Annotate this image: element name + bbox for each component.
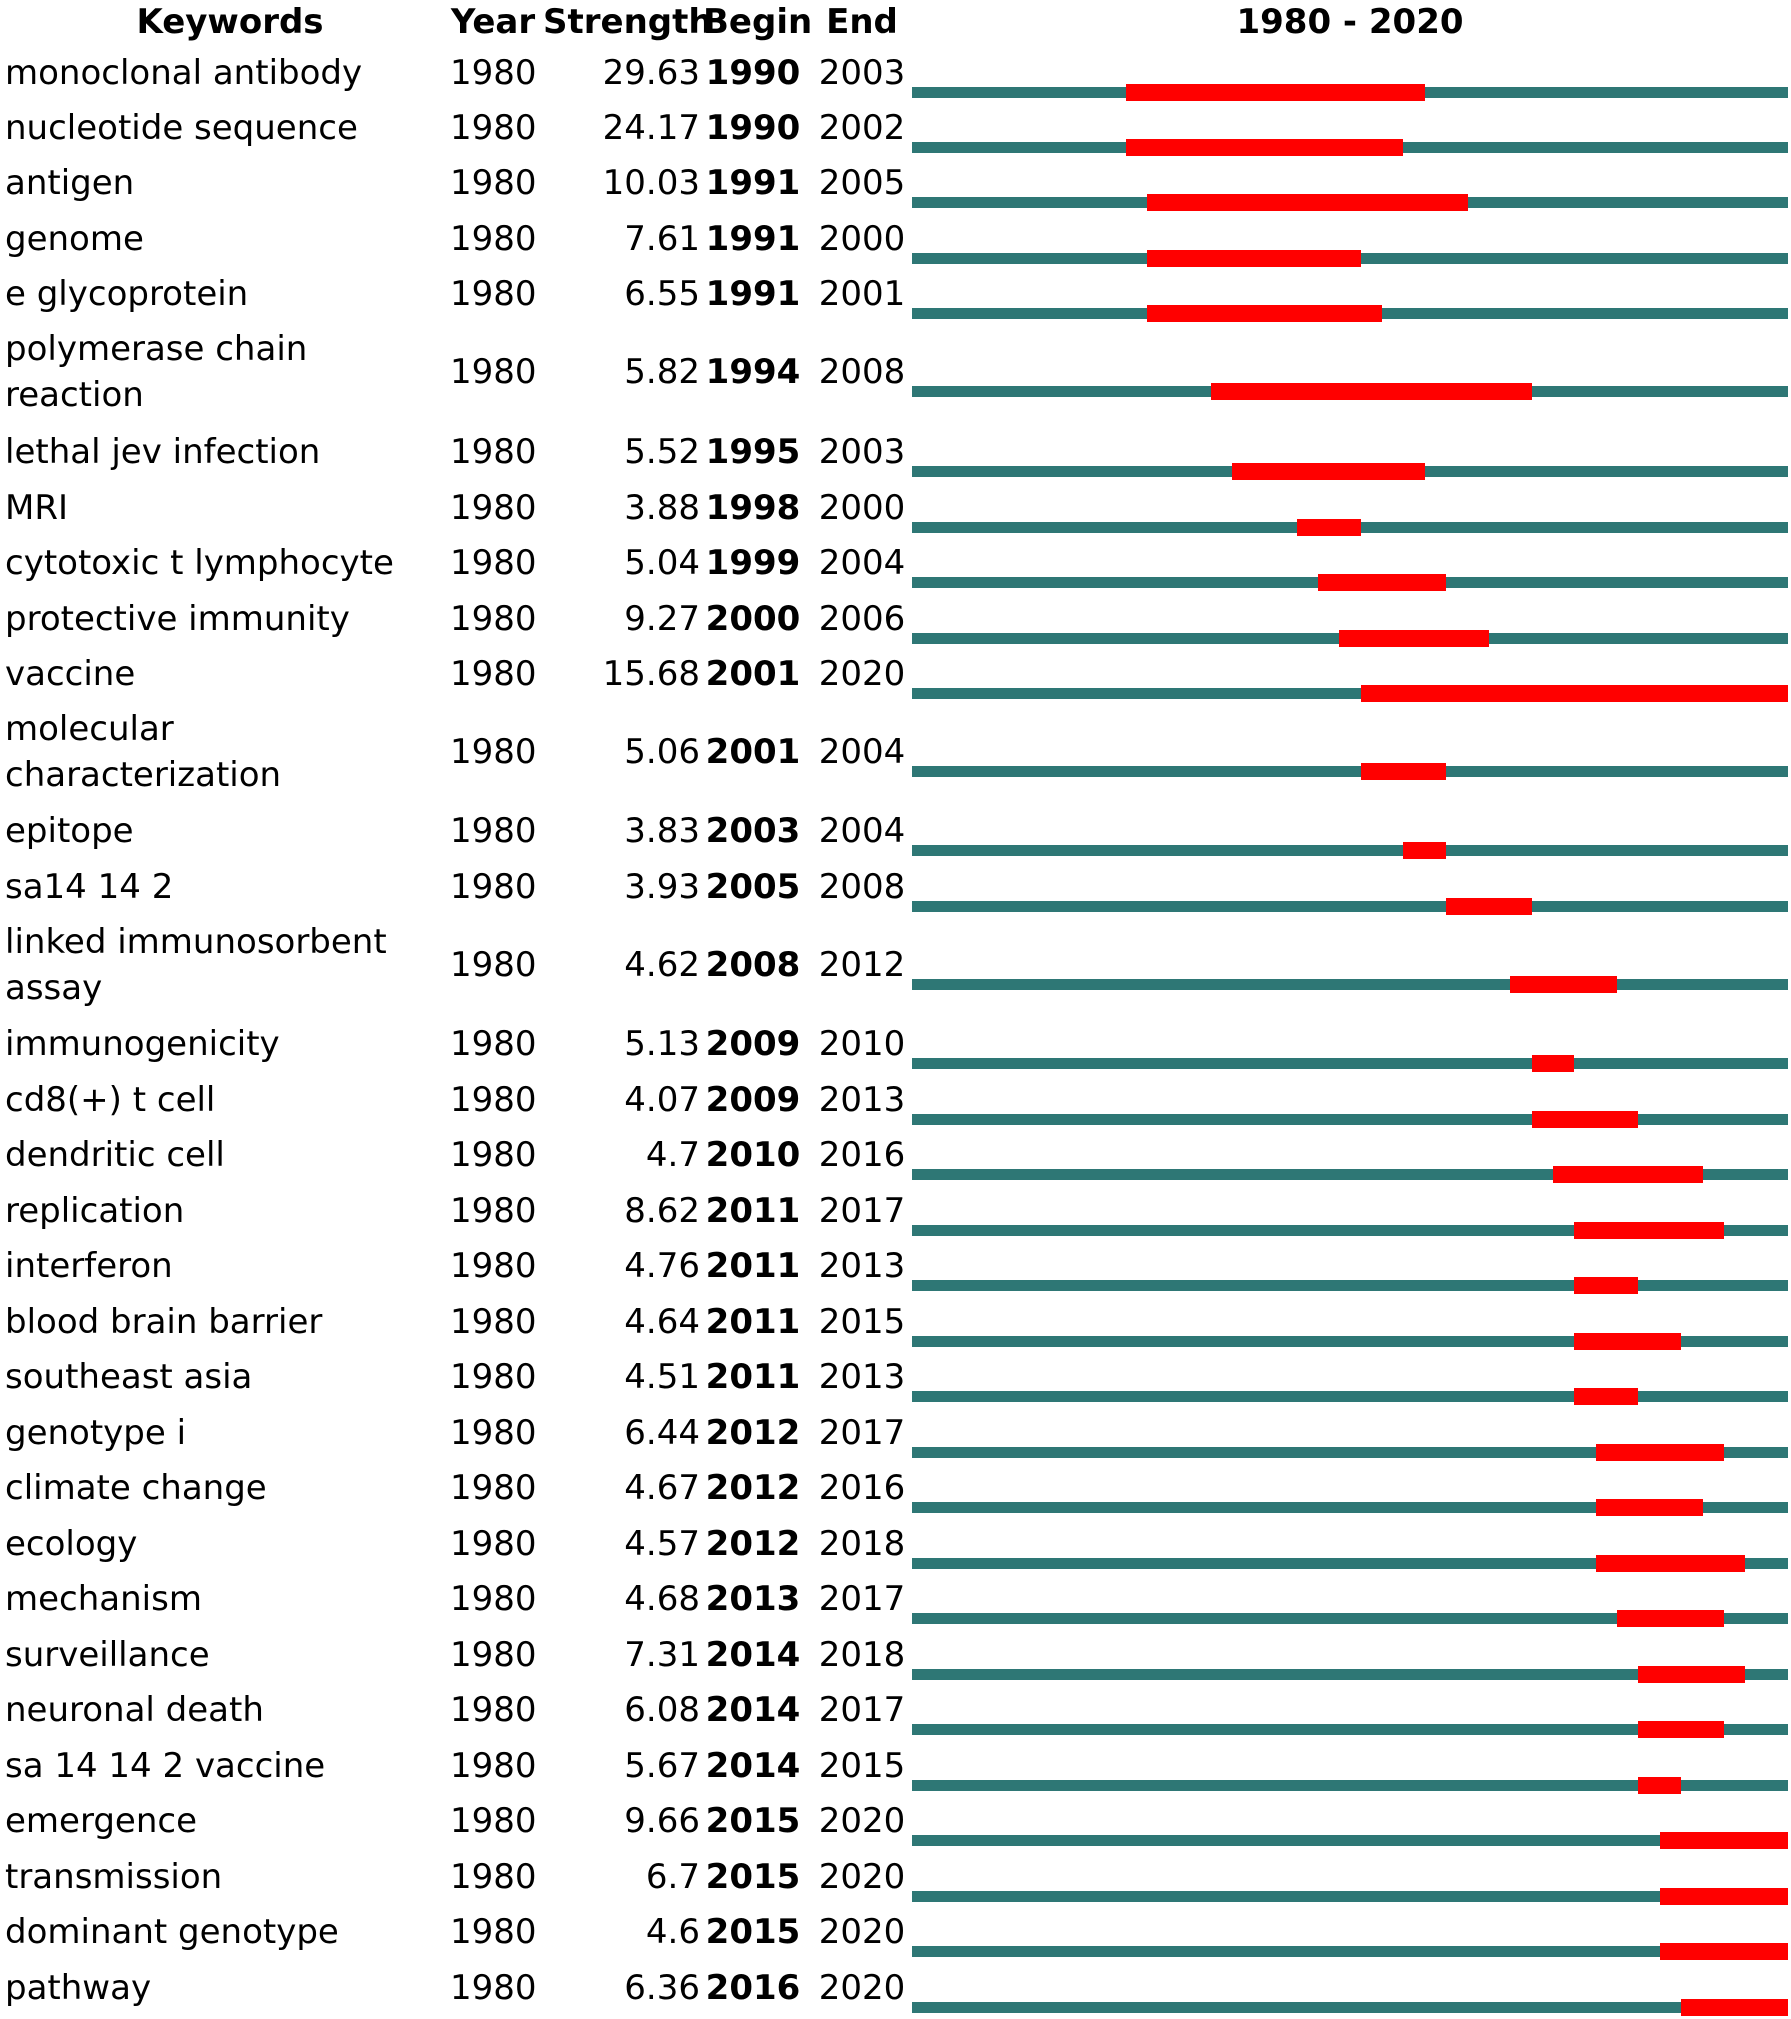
end-cell: 2004 [818, 543, 906, 583]
keyword-cell: sa14 14 2 [5, 867, 174, 907]
burst-bar [1361, 685, 1788, 702]
keyword-cell: polymerase chain reaction [5, 329, 308, 415]
year-cell: 1980 [450, 1801, 537, 1841]
keyword-cell: MRI [5, 488, 68, 528]
keyword-cell: pathway [5, 1968, 152, 2008]
keyword-cell: mechanism [5, 1579, 202, 1619]
begin-cell: 2015 [705, 1801, 801, 1841]
begin-cell: 2005 [705, 867, 801, 907]
end-cell: 2020 [818, 1801, 906, 1841]
keyword-cell: immunogenicity [5, 1024, 280, 1064]
keyword-cell: e glycoprotein [5, 274, 249, 314]
year-cell: 1980 [450, 1080, 537, 1120]
timeline-bar [912, 1835, 1788, 1846]
end-cell: 2020 [818, 654, 906, 694]
end-cell: 2018 [818, 1635, 906, 1675]
year-cell: 1980 [450, 53, 537, 93]
begin-cell: 1990 [705, 108, 801, 148]
begin-cell: 2001 [705, 654, 801, 694]
begin-cell: 2011 [705, 1302, 801, 1342]
begin-cell: 1994 [705, 352, 801, 392]
begin-cell: 2015 [705, 1912, 801, 1952]
end-cell: 2013 [818, 1357, 906, 1397]
keyword-cell: antigen [5, 163, 135, 203]
burst-bar [1147, 250, 1361, 267]
strength-cell: 6.08 [624, 1690, 700, 1730]
end-cell: 2001 [818, 274, 906, 314]
year-cell: 1980 [450, 1690, 537, 1730]
end-cell: 2013 [818, 1080, 906, 1120]
burst-bar [1232, 463, 1424, 480]
begin-cell: 1995 [705, 432, 801, 472]
strength-cell: 5.04 [624, 543, 700, 583]
end-cell: 2017 [818, 1579, 906, 1619]
burst-bar [1681, 1999, 1788, 2016]
strength-cell: 6.44 [624, 1413, 700, 1453]
burst-bar [1596, 1444, 1724, 1461]
strength-cell: 24.17 [602, 108, 700, 148]
year-cell: 1980 [450, 1635, 537, 1675]
end-cell: 2008 [818, 867, 906, 907]
strength-cell: 4.6 [645, 1912, 700, 1952]
keyword-cell: ecology [5, 1524, 138, 1564]
year-cell: 1980 [450, 1968, 537, 2008]
year-cell: 1980 [450, 432, 537, 472]
burst-bar [1553, 1166, 1703, 1183]
end-cell: 2006 [818, 599, 906, 639]
timeline-bar [912, 766, 1788, 777]
keyword-cell: genome [5, 219, 144, 259]
burst-bar [1596, 1555, 1746, 1572]
year-cell: 1980 [450, 1524, 537, 1564]
begin-cell: 2012 [705, 1524, 801, 1564]
end-cell: 2003 [818, 432, 906, 472]
strength-cell: 8.62 [624, 1191, 700, 1231]
end-cell: 2004 [818, 732, 906, 772]
strength-cell: 4.67 [624, 1468, 700, 1508]
begin-cell: 2011 [705, 1191, 801, 1231]
year-cell: 1980 [450, 1135, 537, 1175]
begin-cell: 2003 [705, 811, 801, 851]
strength-cell: 7.61 [624, 219, 700, 259]
year-cell: 1980 [450, 488, 537, 528]
end-cell: 2004 [818, 811, 906, 851]
strength-cell: 7.31 [624, 1635, 700, 1675]
year-cell: 1980 [450, 543, 537, 583]
strength-cell: 15.68 [602, 654, 700, 694]
begin-cell: 1990 [705, 53, 801, 93]
keyword-cell: interferon [5, 1246, 173, 1286]
end-cell: 2020 [818, 1968, 906, 2008]
timeline-bar [912, 845, 1788, 856]
year-cell: 1980 [450, 599, 537, 639]
burst-bar [1574, 1333, 1681, 1350]
year-cell: 1980 [450, 108, 537, 148]
keyword-cell: replication [5, 1191, 185, 1231]
keyword-cell: climate change [5, 1468, 267, 1508]
year-cell: 1980 [450, 1857, 537, 1897]
header-keywords: Keywords [136, 2, 324, 42]
burst-bar [1297, 519, 1361, 536]
keyword-cell: cytotoxic t lymphocyte [5, 543, 394, 583]
strength-cell: 4.57 [624, 1524, 700, 1564]
burst-bar [1574, 1222, 1724, 1239]
begin-cell: 2010 [705, 1135, 801, 1175]
begin-cell: 1991 [705, 274, 801, 314]
burst-bar [1339, 630, 1489, 647]
strength-cell: 5.82 [624, 352, 700, 392]
strength-cell: 5.52 [624, 432, 700, 472]
keyword-cell: dendritic cell [5, 1135, 225, 1175]
strength-cell: 29.63 [602, 53, 700, 93]
end-cell: 2010 [818, 1024, 906, 1064]
end-cell: 2003 [818, 53, 906, 93]
begin-cell: 2009 [705, 1024, 801, 1064]
strength-cell: 9.27 [624, 599, 700, 639]
begin-cell: 1991 [705, 219, 801, 259]
burst-bar [1660, 1888, 1788, 1905]
strength-cell: 4.07 [624, 1080, 700, 1120]
end-cell: 2005 [818, 163, 906, 203]
begin-cell: 1998 [705, 488, 801, 528]
keyword-cell: southeast asia [5, 1357, 253, 1397]
end-cell: 2018 [818, 1524, 906, 1564]
burst-bar [1147, 305, 1382, 322]
keyword-cell: transmission [5, 1857, 223, 1897]
end-cell: 2016 [818, 1135, 906, 1175]
burst-bar [1211, 383, 1531, 400]
end-cell: 2013 [818, 1246, 906, 1286]
strength-cell: 5.67 [624, 1746, 700, 1786]
header-end: End [826, 2, 898, 42]
year-cell: 1980 [450, 352, 537, 392]
strength-cell: 6.36 [624, 1968, 700, 2008]
burst-bar [1318, 574, 1446, 591]
strength-cell: 4.62 [624, 945, 700, 985]
year-cell: 1980 [450, 945, 537, 985]
strength-cell: 4.76 [624, 1246, 700, 1286]
burst-bar [1147, 194, 1467, 211]
keyword-cell: lethal jev infection [5, 432, 321, 472]
begin-cell: 2015 [705, 1857, 801, 1897]
year-cell: 1980 [450, 1191, 537, 1231]
strength-cell: 9.66 [624, 1801, 700, 1841]
keyword-cell: neuronal death [5, 1690, 264, 1730]
keyword-cell: protective immunity [5, 599, 350, 639]
begin-cell: 1999 [705, 543, 801, 583]
end-cell: 2000 [818, 488, 906, 528]
burst-bar [1126, 139, 1404, 156]
timeline-bar [912, 1058, 1788, 1069]
year-cell: 1980 [450, 1413, 537, 1453]
keyword-cell: blood brain barrier [5, 1302, 323, 1342]
timeline-bar [912, 979, 1788, 990]
year-cell: 1980 [450, 1246, 537, 1286]
burst-bar [1660, 1832, 1788, 1849]
keyword-cell: emergence [5, 1801, 197, 1841]
burst-bar [1532, 1111, 1639, 1128]
begin-cell: 2000 [705, 599, 801, 639]
strength-cell: 4.7 [645, 1135, 700, 1175]
year-cell: 1980 [450, 163, 537, 203]
end-cell: 2008 [818, 352, 906, 392]
strength-cell: 3.83 [624, 811, 700, 851]
begin-cell: 2009 [705, 1080, 801, 1120]
year-cell: 1980 [450, 1024, 537, 1064]
end-cell: 2015 [818, 1302, 906, 1342]
begin-cell: 2014 [705, 1746, 801, 1786]
begin-cell: 2016 [705, 1968, 801, 2008]
strength-cell: 3.93 [624, 867, 700, 907]
timeline-bar [912, 901, 1788, 912]
end-cell: 2016 [818, 1468, 906, 1508]
strength-cell: 3.88 [624, 488, 700, 528]
burst-bar [1660, 1943, 1788, 1960]
end-cell: 2000 [818, 219, 906, 259]
timeline-bar [912, 1280, 1788, 1291]
begin-cell: 1991 [705, 163, 801, 203]
end-cell: 2012 [818, 945, 906, 985]
year-cell: 1980 [450, 654, 537, 694]
burst-bar [1574, 1277, 1638, 1294]
burst-bar [1361, 763, 1446, 780]
begin-cell: 2014 [705, 1690, 801, 1730]
burst-bar [1126, 84, 1425, 101]
header-strength: Strength [543, 2, 713, 42]
year-cell: 1980 [450, 1468, 537, 1508]
timeline-bar [912, 1891, 1788, 1902]
header-begin: Begin [703, 2, 813, 42]
burst-bar [1403, 842, 1446, 859]
burst-bar [1510, 976, 1617, 993]
timeline-bar [912, 1114, 1788, 1125]
strength-cell: 6.7 [645, 1857, 700, 1897]
keyword-cell: genotype i [5, 1413, 187, 1453]
burst-bar [1532, 1055, 1575, 1072]
year-cell: 1980 [450, 732, 537, 772]
strength-cell: 5.06 [624, 732, 700, 772]
strength-cell: 6.55 [624, 274, 700, 314]
burst-bar [1638, 1666, 1745, 1683]
end-cell: 2015 [818, 1746, 906, 1786]
year-cell: 1980 [450, 1357, 537, 1397]
end-cell: 2020 [818, 1912, 906, 1952]
keyword-cell: epitope [5, 811, 134, 851]
burst-bar [1638, 1721, 1723, 1738]
begin-cell: 2011 [705, 1246, 801, 1286]
strength-cell: 10.03 [602, 163, 700, 203]
begin-cell: 2012 [705, 1413, 801, 1453]
end-cell: 2017 [818, 1191, 906, 1231]
begin-cell: 2014 [705, 1635, 801, 1675]
strength-cell: 5.13 [624, 1024, 700, 1064]
keyword-cell: vaccine [5, 654, 136, 694]
burst-bar [1596, 1499, 1703, 1516]
keyword-cell: surveillance [5, 1635, 210, 1675]
keyword-cell: nucleotide sequence [5, 108, 358, 148]
year-cell: 1980 [450, 219, 537, 259]
end-cell: 2017 [818, 1413, 906, 1453]
keyword-cell: sa 14 14 2 vaccine [5, 1746, 326, 1786]
timeline-bar [912, 2002, 1788, 2013]
year-cell: 1980 [450, 1579, 537, 1619]
strength-cell: 4.68 [624, 1579, 700, 1619]
strength-cell: 4.51 [624, 1357, 700, 1397]
burst-bar [1617, 1610, 1724, 1627]
begin-cell: 2008 [705, 945, 801, 985]
begin-cell: 2001 [705, 732, 801, 772]
burst-bar [1574, 1388, 1638, 1405]
end-cell: 2017 [818, 1690, 906, 1730]
timeline-bar [912, 1946, 1788, 1957]
year-cell: 1980 [450, 1746, 537, 1786]
end-cell: 2020 [818, 1857, 906, 1897]
header-year: Year [450, 2, 536, 42]
burst-bar [1446, 898, 1531, 915]
begin-cell: 2012 [705, 1468, 801, 1508]
begin-cell: 2013 [705, 1579, 801, 1619]
strength-cell: 4.64 [624, 1302, 700, 1342]
end-cell: 2002 [818, 108, 906, 148]
keyword-cell: monoclonal antibody [5, 53, 363, 93]
keyword-cell: cd8(+) t cell [5, 1080, 216, 1120]
header-range: 1980 - 2020 [1236, 2, 1464, 42]
year-cell: 1980 [450, 1302, 537, 1342]
year-cell: 1980 [450, 274, 537, 314]
keyword-cell: linked immunosorbent assay [5, 922, 387, 1008]
year-cell: 1980 [450, 867, 537, 907]
begin-cell: 2011 [705, 1357, 801, 1397]
burst-bar [1638, 1777, 1681, 1794]
keyword-cell: molecular characterization [5, 709, 282, 795]
year-cell: 1980 [450, 1912, 537, 1952]
year-cell: 1980 [450, 811, 537, 851]
keyword-cell: dominant genotype [5, 1912, 339, 1952]
timeline-bar [912, 1391, 1788, 1402]
